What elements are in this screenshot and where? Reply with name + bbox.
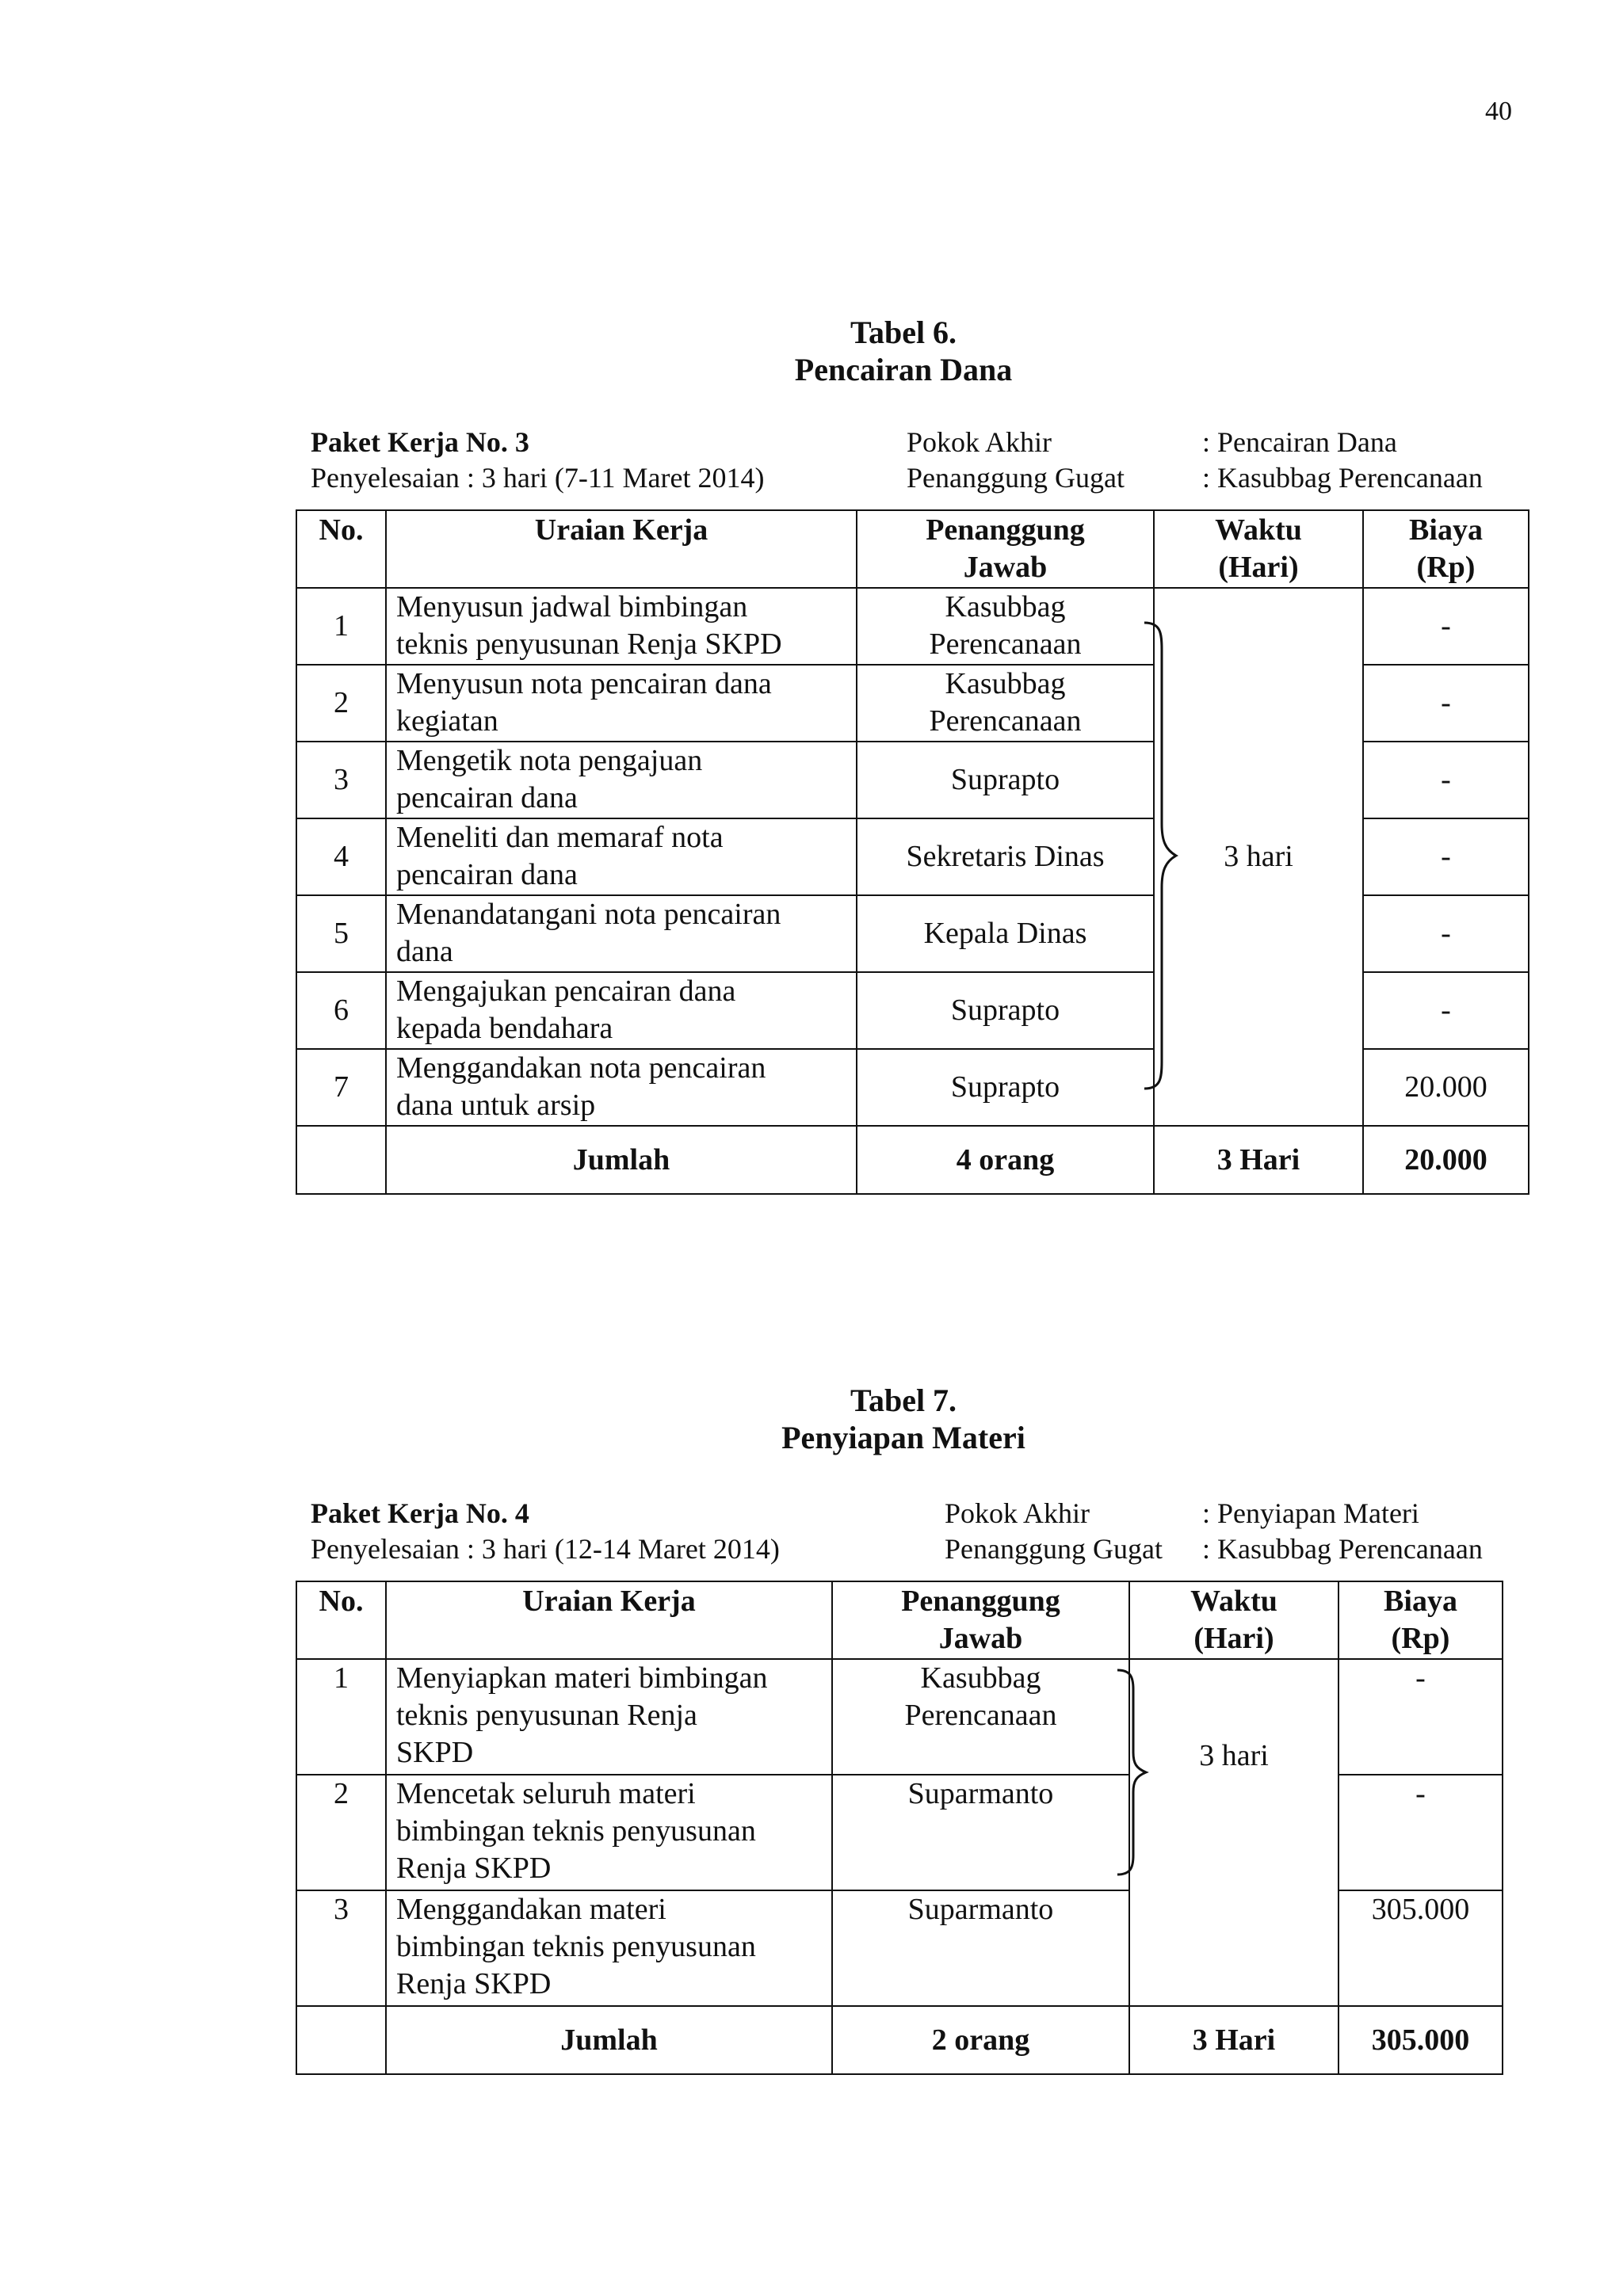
row-penanggung-jawab: Suprapto bbox=[857, 972, 1154, 1049]
table6-total-row bbox=[296, 1126, 1529, 1194]
total-no bbox=[296, 2006, 386, 2074]
table6-paket-label: Paket Kerja No. 3 bbox=[311, 426, 529, 458]
row-uraian: Mencetak seluruh materi bimbingan teknis penyusunan Renja SKPD bbox=[386, 1775, 832, 1890]
table7 bbox=[296, 1581, 1503, 2075]
row-biaya: - bbox=[1338, 1775, 1503, 1890]
row-no: 2 bbox=[296, 1775, 386, 1890]
row-uraian: Menyiapkan materi bimbingan teknis penyusunan Renja SKPD bbox=[386, 1659, 832, 1775]
row-penanggung-jawab: Suprapto bbox=[857, 742, 1154, 818]
row-no: 7 bbox=[296, 1049, 386, 1126]
row-uraian: Menyusun jadwal bimbingan teknis penyusunan Renja SKPD bbox=[386, 588, 857, 665]
total-pj: 2 orang bbox=[832, 2006, 1129, 2074]
header-biaya: Biaya (Rp) bbox=[1363, 510, 1529, 588]
waktu-merged-value: 3 hari bbox=[1224, 840, 1293, 873]
row-no: 4 bbox=[296, 818, 386, 895]
row-penanggung-jawab: Kasubbag Perencanaan bbox=[832, 1659, 1129, 1775]
table7-pokok-value: : Penyiapan Materi bbox=[1202, 1497, 1419, 1529]
table6-caption-title: Pencairan Dana bbox=[794, 352, 1013, 387]
table6-header-row bbox=[296, 510, 1529, 588]
row-penanggung-jawab: Suparmanto bbox=[832, 1890, 1129, 2006]
table6-pj-label: Penanggung Gugat bbox=[907, 462, 1125, 494]
header-uraian: Uraian Kerja bbox=[386, 1581, 832, 1659]
row-penanggung-jawab: Suparmanto bbox=[832, 1775, 1129, 1890]
table-row bbox=[296, 588, 1529, 665]
table6-pokok-label: Pokok Akhir bbox=[907, 426, 1052, 458]
row-no: 1 bbox=[296, 588, 386, 665]
row-no: 1 bbox=[296, 1659, 386, 1775]
table7-meta bbox=[311, 1496, 1547, 1567]
row-biaya: - bbox=[1363, 972, 1529, 1049]
header-penanggung-jawab: Penanggung Jawab bbox=[832, 1581, 1129, 1659]
row-no: 5 bbox=[296, 895, 386, 972]
row-uraian: Mengajukan pencairan dana kepada bendahara bbox=[386, 972, 857, 1049]
row-biaya: - bbox=[1338, 1659, 1503, 1775]
total-label: Jumlah bbox=[386, 1126, 857, 1194]
row-biaya: - bbox=[1363, 818, 1529, 895]
waktu-merged-value: 3 hari bbox=[1199, 1739, 1269, 1772]
total-biaya: 305.000 bbox=[1338, 2006, 1503, 2074]
page-number: 40 bbox=[1485, 97, 1512, 126]
total-biaya: 20.000 bbox=[1363, 1126, 1529, 1194]
row-uraian: Mengetik nota pengajuan pencairan dana bbox=[386, 742, 857, 818]
total-label: Jumlah bbox=[386, 2006, 832, 2074]
table7-pj-label: Penanggung Gugat bbox=[945, 1533, 1163, 1565]
table7-caption-number: Tabel 7. bbox=[850, 1383, 957, 1418]
table-row bbox=[296, 1659, 1503, 1775]
header-waktu: Waktu (Hari) bbox=[1129, 1581, 1338, 1659]
table7-pokok-label: Pokok Akhir bbox=[945, 1497, 1090, 1529]
table7-pj-value: : Kasubbag Perencanaan bbox=[1202, 1533, 1483, 1565]
row-uraian: Menggandakan materi bimbingan teknis penyusunan Renja SKPD bbox=[386, 1890, 832, 2006]
table6-penyelesaian: Penyelesaian : 3 hari (7-11 Maret 2014) bbox=[311, 462, 765, 494]
table6-pj-value: : Kasubbag Perencanaan bbox=[1202, 462, 1483, 494]
header-no: No. bbox=[296, 1581, 386, 1659]
header-biaya: Biaya (Rp) bbox=[1338, 1581, 1503, 1659]
row-no: 3 bbox=[296, 742, 386, 818]
row-no: 3 bbox=[296, 1890, 386, 2006]
total-waktu: 3 Hari bbox=[1129, 2006, 1338, 2074]
table6-pokok-value: : Pencairan Dana bbox=[1202, 426, 1397, 458]
table7-caption bbox=[0, 1382, 1623, 1456]
table6-caption bbox=[0, 314, 1623, 388]
header-waktu: Waktu (Hari) bbox=[1154, 510, 1363, 588]
header-uraian: Uraian Kerja bbox=[386, 510, 857, 588]
row-biaya: - bbox=[1363, 665, 1529, 742]
row-waktu-merged bbox=[1154, 588, 1363, 1126]
row-biaya: 305.000 bbox=[1338, 1890, 1503, 2006]
row-penanggung-jawab: Kepala Dinas bbox=[857, 895, 1154, 972]
row-no: 6 bbox=[296, 972, 386, 1049]
row-penanggung-jawab: Sekretaris Dinas bbox=[857, 818, 1154, 895]
table6-caption-number: Tabel 6. bbox=[850, 315, 957, 350]
table7-total-row bbox=[296, 2006, 1503, 2074]
row-penanggung-jawab: Kasubbag Perencanaan bbox=[857, 665, 1154, 742]
header-no: No. bbox=[296, 510, 386, 588]
table7-header-row bbox=[296, 1581, 1503, 1659]
row-penanggung-jawab: Suprapto bbox=[857, 1049, 1154, 1126]
row-no: 2 bbox=[296, 665, 386, 742]
row-waktu-merged bbox=[1129, 1659, 1338, 2006]
table7-caption-title: Penyiapan Materi bbox=[781, 1420, 1025, 1455]
table7-penyelesaian: Penyelesaian : 3 hari (12-14 Maret 2014) bbox=[311, 1533, 780, 1565]
table6-meta bbox=[311, 425, 1547, 496]
row-uraian: Menyusun nota pencairan dana kegiatan bbox=[386, 665, 857, 742]
row-biaya: - bbox=[1363, 588, 1529, 665]
row-uraian: Meneliti dan memaraf nota pencairan dana bbox=[386, 818, 857, 895]
row-biaya: - bbox=[1363, 895, 1529, 972]
row-biaya: 20.000 bbox=[1363, 1049, 1529, 1126]
total-pj: 4 orang bbox=[857, 1126, 1154, 1194]
table7-paket-label: Paket Kerja No. 4 bbox=[311, 1497, 529, 1529]
total-no bbox=[296, 1126, 386, 1194]
row-penanggung-jawab: Kasubbag Perencanaan bbox=[857, 588, 1154, 665]
total-waktu: 3 Hari bbox=[1154, 1126, 1363, 1194]
row-biaya: - bbox=[1363, 742, 1529, 818]
row-uraian: Menandatangani nota pencairan dana bbox=[386, 895, 857, 972]
row-uraian: Menggandakan nota pencairan dana untuk arsip bbox=[386, 1049, 857, 1126]
table6 bbox=[296, 509, 1529, 1195]
header-penanggung-jawab: Penanggung Jawab bbox=[857, 510, 1154, 588]
